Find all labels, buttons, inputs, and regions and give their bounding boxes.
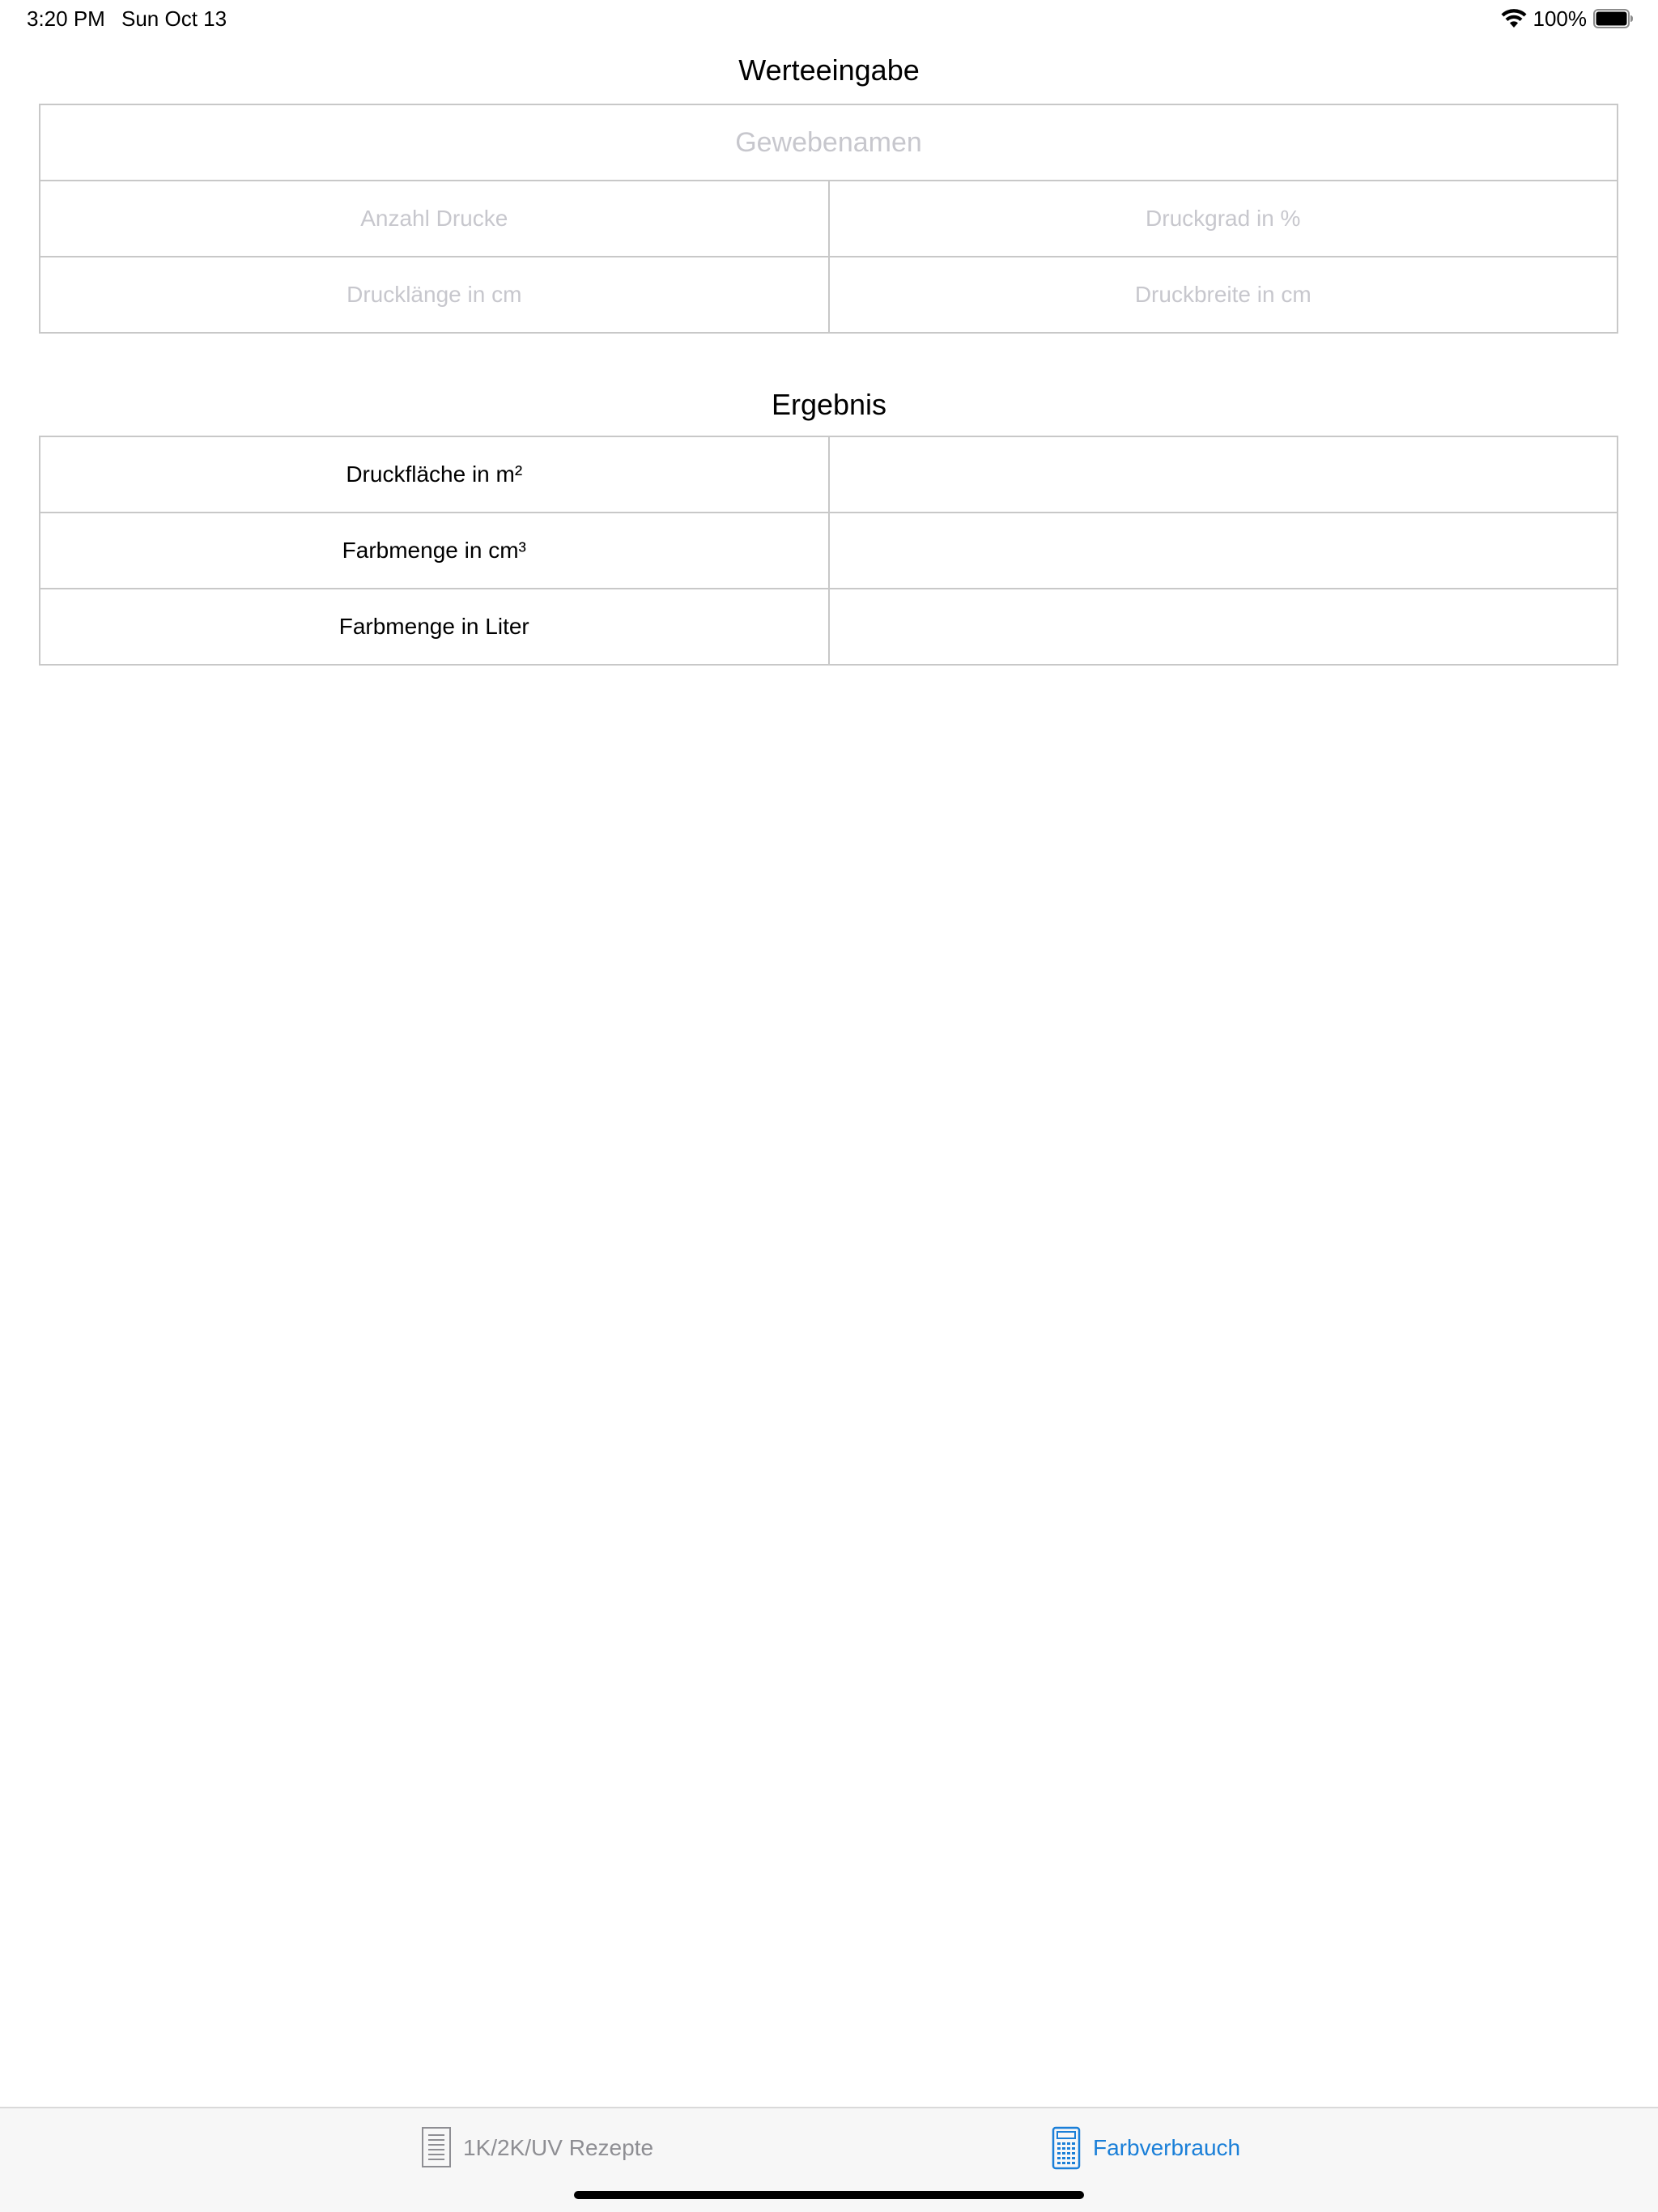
fabric-name-row (40, 105, 1617, 180)
result-label-cell (40, 513, 828, 588)
input-section-title: Werteeingabe (738, 53, 920, 87)
result-row (40, 437, 1617, 512)
print-size-row (40, 256, 1617, 332)
status-bar (0, 0, 1658, 39)
print-area-label: Druckfläche in m² (346, 462, 523, 487)
print-count-degree-row (40, 180, 1617, 256)
ink-volume-label: Farbmenge in cm³ (342, 538, 526, 563)
home-indicator[interactable] (574, 2191, 1084, 2199)
print-count-cell (40, 181, 828, 256)
result-label-cell (40, 437, 828, 512)
result-value-cell (828, 513, 1618, 588)
print-width-input[interactable] (830, 257, 1618, 332)
document-list-icon (421, 2126, 453, 2170)
status-right (1501, 5, 1635, 32)
wifi-icon (1501, 8, 1527, 29)
fabric-name-cell (40, 105, 1617, 180)
result-label-cell (40, 589, 828, 664)
result-row (40, 512, 1617, 588)
tab-recipes-label: 1K/2K/UV Rezepte (463, 2135, 654, 2160)
print-count-input[interactable] (40, 181, 828, 256)
battery-percentage: 100% (1533, 6, 1587, 31)
ink-liters-label: Farbmenge in Liter (338, 614, 529, 639)
tab-recipes[interactable] (421, 2126, 653, 2170)
fabric-name-input[interactable] (40, 105, 1617, 180)
result-row (40, 588, 1617, 664)
result-grid (39, 436, 1618, 666)
calculator-icon (1051, 2126, 1083, 2170)
result-value-cell (828, 589, 1618, 664)
result-section-title: Ergebnis (771, 388, 887, 421)
tab-ink-consumption-label: Farbverbrauch (1093, 2135, 1241, 2160)
status-time: 3:20 PM (27, 6, 105, 31)
print-degree-cell (828, 181, 1618, 256)
print-degree-input[interactable] (830, 181, 1618, 256)
print-width-cell (828, 257, 1618, 332)
result-value-cell (828, 437, 1618, 512)
print-length-input[interactable] (40, 257, 828, 332)
status-date: Sun Oct 13 (121, 6, 227, 31)
tab-ink-consumption[interactable] (1051, 2126, 1240, 2170)
print-length-cell (40, 257, 828, 332)
battery-icon (1593, 9, 1634, 28)
input-grid (39, 104, 1618, 334)
